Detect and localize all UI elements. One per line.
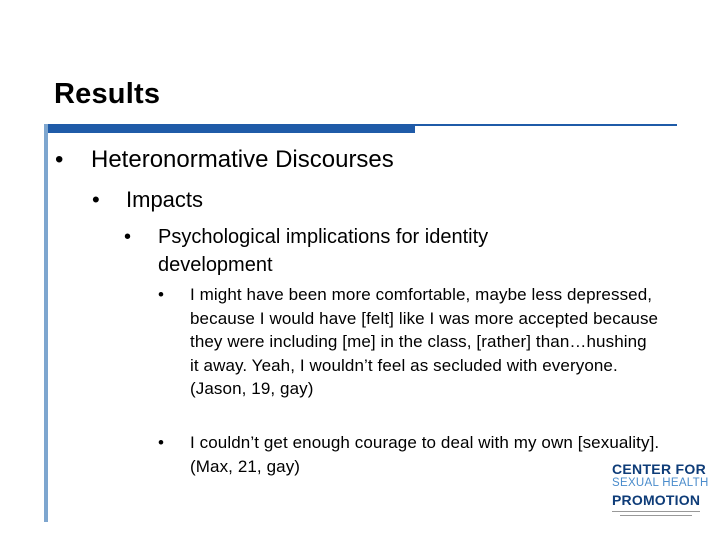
logo-fineprint	[612, 510, 710, 519]
logo-line2: SEXUAL HEALTH	[612, 477, 709, 489]
bullet-marker: •	[158, 433, 164, 452]
bullet-level1	[55, 146, 394, 174]
title-accent-line	[415, 124, 677, 126]
quote-bullet-max	[158, 431, 660, 478]
title-accent-bar	[46, 124, 415, 133]
bullet-marker: •	[124, 226, 132, 248]
bullet-marker: •	[158, 285, 164, 304]
quote-text: I might have been more comfortable, maybe less depressed, because I would have [felt] like I was more accepted because they were including [me] in the class, [rather] than…hushing it away. Yeah, I wouldn’t feel as secluded with everyone. (Jason, 19, gay)	[190, 285, 659, 398]
logo-fineprint-lines	[612, 510, 702, 518]
slide-title: Results	[54, 78, 161, 110]
logo-line1: CENTER FOR	[612, 461, 706, 477]
bullet-marker: •	[55, 146, 64, 173]
bullet-level2	[92, 187, 203, 213]
logo-line3: PROMOTION	[612, 491, 701, 508]
left-vertical-rule	[44, 124, 48, 522]
quote-text: I couldn’t get enough courage to deal with my own [sexuality]. (Max, 21, gay)	[190, 433, 660, 476]
center-logo	[612, 462, 710, 526]
bullet-level1-text: Heteronormative Discourses	[91, 146, 394, 173]
quote-bullet-jason	[158, 283, 660, 401]
bullet-level3-text: Psychological implications for identity development	[158, 226, 489, 276]
bullet-level3	[124, 223, 578, 279]
bullet-level2-text: Impacts	[126, 187, 204, 212]
bullet-marker: •	[92, 187, 100, 212]
